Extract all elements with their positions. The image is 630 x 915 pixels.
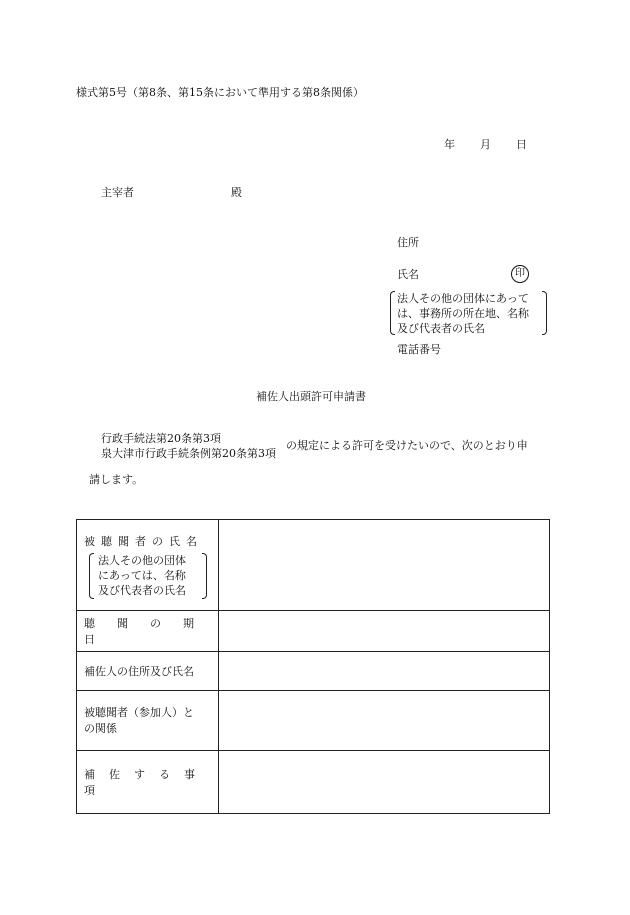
seal-mark: 印 [511, 265, 529, 283]
applicant-note-line-3: 及び代表者の氏名 [397, 322, 485, 335]
relationship-label-line-2: の関係 [84, 721, 117, 735]
date-year: 年 [444, 138, 455, 151]
application-table [76, 519, 550, 814]
respondent-note-line-1: 法人その他の団体 [98, 553, 186, 567]
assist-matters-label: 補佐する事項 [84, 768, 209, 797]
address-label: 住所 [397, 236, 419, 249]
respondent-name-label: 被聴聞者の氏名 [84, 534, 203, 548]
document-title: 補佐人出頭許可申請書 [256, 390, 366, 403]
date-month: 月 [480, 138, 491, 151]
table-row-hearing-date [77, 611, 550, 652]
right-bracket [202, 553, 207, 599]
left-bracket [390, 291, 395, 335]
body-continuation: の規定による許可を受けたいので、次のとおり申 [286, 439, 528, 452]
table-row-relationship [77, 691, 550, 751]
applicant-note-line-2: は、事務所の所在地、名称 [397, 307, 529, 320]
date-day: 日 [516, 138, 527, 151]
left-bracket [89, 553, 94, 599]
respondent-name-field[interactable] [219, 520, 550, 611]
respondent-note-line-2: にあっては、名称 [98, 568, 186, 582]
relationship-field[interactable] [219, 691, 550, 751]
form-number: 様式第5号（第8条、第15条において準用する第8条関係） [76, 86, 364, 99]
relationship-label-cell [77, 691, 219, 751]
law-reference-2: 泉大津市行政手続条例第20条第3項 [101, 447, 276, 460]
table-row-assist-matters [77, 751, 550, 814]
law-reference-1: 行政手続法第20条第3項 [101, 432, 221, 445]
right-bracket [542, 291, 547, 335]
respondent-name-label-cell [77, 520, 219, 611]
assistant-label-cell [77, 652, 219, 691]
table-row-respondent [77, 520, 550, 611]
respondent-note-line-3: 及び代表者の氏名 [98, 583, 186, 597]
addressee-honorific: 殿 [231, 186, 242, 199]
hearing-date-label-cell [77, 611, 219, 652]
assist-matters-label-cell [77, 751, 219, 814]
hearing-date-label: 聴聞の期日 [84, 617, 216, 646]
table-row-assistant [77, 652, 550, 691]
applicant-note-line-1: 法人その他の団体にあって [397, 292, 529, 305]
assistant-label: 補佐人の住所及び氏名 [84, 665, 194, 678]
phone-label: 電話番号 [397, 343, 441, 356]
name-label: 氏名 [397, 268, 419, 281]
respondent-note [89, 553, 218, 598]
body-last-line: 請します。 [89, 473, 144, 486]
hearing-date-field[interactable] [219, 611, 550, 652]
assist-matters-field[interactable] [219, 751, 550, 814]
addressee-title: 主宰者 [101, 186, 134, 199]
relationship-label-line-1: 被聴聞者（参加人）と [84, 705, 194, 719]
assistant-field[interactable] [219, 652, 550, 691]
